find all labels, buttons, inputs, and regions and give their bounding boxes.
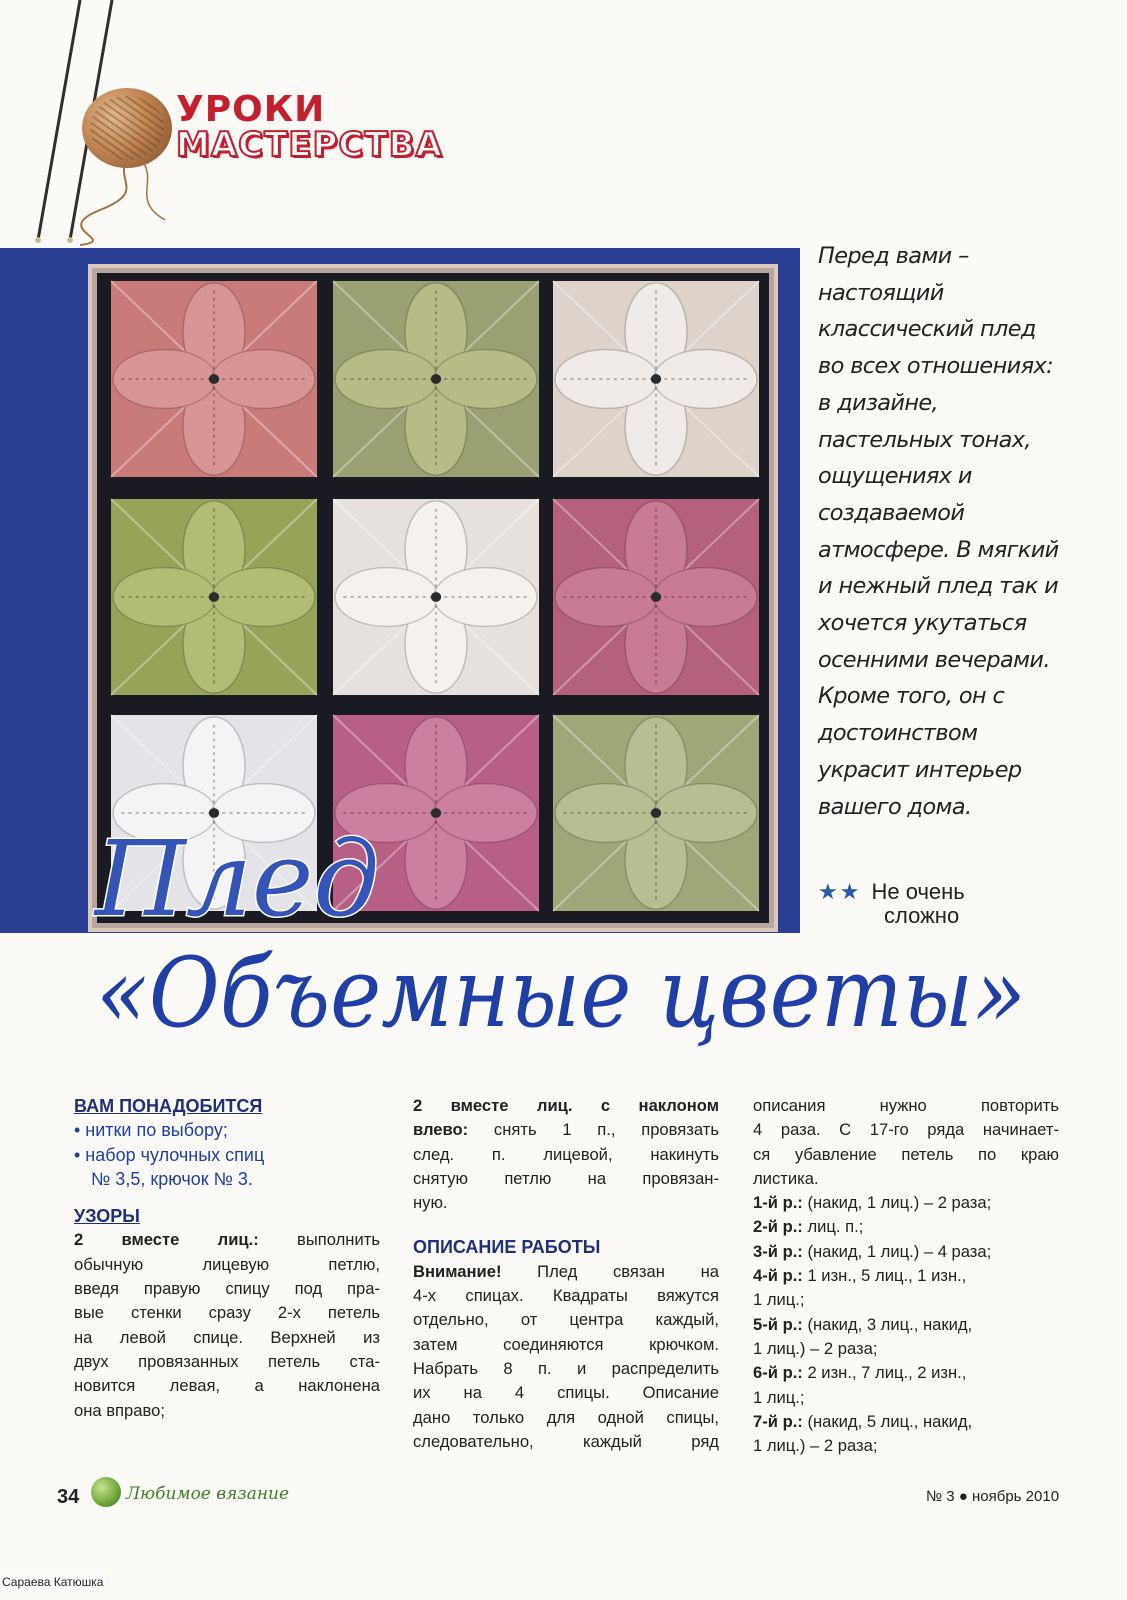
rows-list: 1-й р.: (накид, 1 лиц.) – 2 раза; 2-й р.: лиц. п.; 3-й р.: (накид, 1 лиц.) – 4 раза; 4-й р.: 1 изн., 5 лиц., 1 изн., 1 лиц.; 5-й р.: (накид, 3 лиц., накид, 1 лиц.) – 2 раза; 6-й р.: 2 изн., 7 лиц., 2 изн., 1 лиц.; 7-й р.: (накид, 5 лиц., накид, 1 лиц.) – 2 раза; [753,1191,1059,1458]
continuation-text: описания нужно повторить 4 раза. С 17-го ряда начинает- ся убавление петель по краю [753,1096,1059,1164]
magazine-name: Любимое вязание [126,1484,290,1504]
patterns-heading: УЗОРЫ [74,1206,140,1227]
row-instruction: 7-й р.: (накид, 5 лиц., накид, [753,1411,973,1431]
intro-line: украсит интерьер [818,756,1022,783]
pattern-text: след. п. лицевой, накинуть снятую петлю на провязан- [413,1144,719,1188]
blanket-square [111,499,317,695]
blanket-square [111,281,317,477]
intro-line: создаваемой [818,499,965,526]
blanket-square [333,499,539,695]
page-number: 34 [57,1486,80,1508]
materials-item: № 3,5, крючок № 3. [91,1168,253,1189]
row-instruction: 5-й р.: (накид, 3 лиц., накид, [753,1314,973,1334]
row-instruction: 3-й р.: (накид, 1 лиц.) – 4 раза; [753,1241,992,1261]
column-materials: ВАМ ПОНАДОБИТСЯ • нитки по выбору; • набор чулочных спиц № 3,5, крючок № 3. УЗОРЫ 2 вместе лиц.: выполнить обычную лицевую петлю, введя правую спицу под пра- вые стенки сразу 2-х петель на левой спице. Верхней из двух провязанных петель ста- новится левая, а наклонена она вправо; [74,1096,380,1420]
difficulty-stars-icon: ★★ [818,879,862,904]
column-rows: описания нужно повторить 4 раза. С 17-го ряда начинает- ся убавление петель по краю листика. 1-й р.: (накид, 1 лиц.) – 2 раза; 2-й р.: лиц. п.; 3-й р.: (накид, 1 лиц.) – 4 раза; 4-й р.: 1 изн., 5 лиц., 1 изн., 1 лиц.; 5-й р.: (накид, 3 лиц., накид, 1 лиц.) – 2 раза; 6-й р.: 2 изн., 7 лиц., 2 изн., 1 лиц.; 7-й р.: (накид, 5 лиц., накид, 1 лиц.) – 2 раза; [753,1094,1059,1458]
materials-item: • набор чулочных спиц [74,1144,265,1165]
blanket-square [553,715,759,911]
row-instruction: 4-й р.: 1 изн., 5 лиц., 1 изн., [753,1266,967,1286]
row-instruction: 1-й р.: (накид, 1 лиц.) – 2 раза; [753,1193,992,1213]
intro-line: осенними вечерами. [818,646,1050,673]
column-description: 2 вместе лиц. с наклоном влево: снять 1 п., провязать след. п. лицевой, накинуть снятую петлю на провязан- ную. ОПИСАНИЕ РАБОТЫ Внимание! Плед связан на 4-х спицах. Квадраты вяжутся отдельно, от центра каждый, затем соединяются крючком. Набрать 8 п. и распределить их на 4 спицы. Описание дано только для одной спицы, следовательно, каждый ряд [413,1094,719,1454]
work-description-text: 4-х спицах. Квадраты вяжутся отдельно, от центра каждый, затем соединяются крючком. Набрать 8 п. и распределить их на 4 спицы. Описание дано только для одной спицы, следовательно, каждый ряд [413,1286,719,1451]
intro-line: атмосфере. В мягкий [818,536,1059,563]
blanket-square [553,499,759,695]
blanket-square [333,281,539,477]
intro-line: хочется укутаться [818,610,1027,637]
svg-text:«Объемные цветы»: «Объемные цветы» [96,937,1026,1049]
intro-line: классический плед [818,316,1036,343]
intro-line: и нежный плед так и [818,573,1059,600]
header-section-line1: УРОКИ [176,89,326,130]
pattern-text: обычную лицевую петлю, введя правую спицу под пра- вые стенки сразу 2-х петель на левой спице. Верхней из двух провязанных петель ста- новится левая, а наклонена [74,1254,380,1396]
materials-heading: ВАМ ПОНАДОБИТСЯ [74,1096,263,1116]
difficulty-rating: ★★ Не очень сложно [818,879,965,928]
intro-line: пастельных тонах, [818,426,1031,453]
row-instruction: 2-й р.: лиц. п.; [753,1217,864,1237]
svg-text:Плед: Плед [95,818,380,940]
intro-line: вашего дома. [818,793,972,820]
intro-line: в дизайне, [818,389,939,416]
header-section-line2: МАСТЕРСТВА [176,125,443,165]
work-description-heading: ОПИСАНИЕ РАБОТЫ [413,1237,601,1258]
row-instruction: 6-й р.: 2 изн., 7 лиц., 2 изн., [753,1363,967,1383]
intro-text [818,238,1108,825]
intro-line: Перед вами – [818,243,969,269]
intro-line: Кроме того, он с [818,683,1005,710]
title-word-pled [95,818,380,940]
intro-line: во всех отношениях: [818,353,1054,380]
issue-info: № 3 ● ноябрь 2010 [926,1488,1060,1505]
materials-item: • нитки по выбору; [74,1120,228,1141]
magazine-logo-icon [91,1477,121,1507]
page-title [96,937,1036,1052]
blanket-square [553,281,759,477]
intro-line: настоящий [818,279,944,306]
yarn-strand-icon [70,150,190,250]
watermark-text: Сараева Катюшка [2,1575,104,1589]
blanket-photo [0,248,800,940]
intro-line: ощущениях и [818,463,972,490]
intro-line: достоинством [818,720,978,747]
